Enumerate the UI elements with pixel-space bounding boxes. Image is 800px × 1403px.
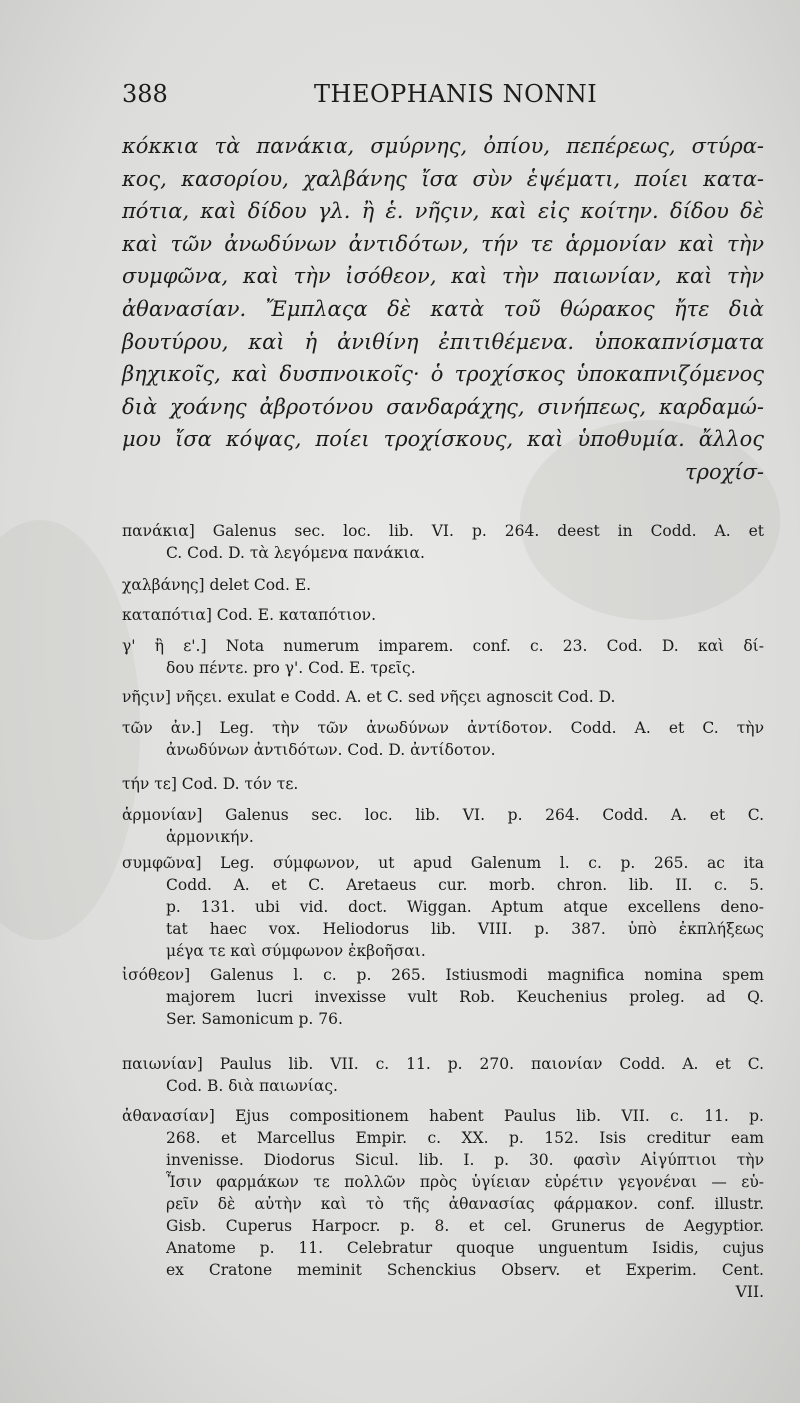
footnote-line: χαλβάνης] delet Cod. E. (122, 576, 312, 594)
footnote-line: πανάκια] Galenus sec. loc. lib. VI. p. 264. deest in Codd. A. et (122, 522, 764, 540)
footnote-line: παιωνίαν] Paulus lib. VII. c. 11. p. 270. παιονίαν Codd. A. et C. (122, 1055, 764, 1073)
footnote (122, 1105, 764, 1303)
footnote-line: Ἶσιν φαρμάκων τε πολλῶν πρὸς ὑγίειαν εὑρέτιν γεγονέναι — εὑ- (166, 1173, 764, 1191)
text-line: κόκκια τὰ πανάκια, σμύρνης, ὀπίου, πεπέρεως, στύρα- (122, 134, 764, 158)
greek-main-text (122, 130, 764, 489)
footnote (122, 604, 764, 626)
footnote-line: majorem lucri invexisse vult Rob. Keuchenius proleg. ad Q. (166, 988, 764, 1006)
text-line: συμφῶνα, καὶ τὴν ἰσόθεον, καὶ τὴν παιωνίαν, καὶ τὴν (122, 264, 764, 289)
text-line: ἀθανασίαν. Ἔμπλαςα δὲ κατὰ τοῦ θώρακος ἤτε διὰ (122, 296, 764, 321)
footnote (122, 635, 764, 679)
footnote-line: ex Cratone meminit Schenckius Observ. et Experim. Cent. (166, 1261, 764, 1279)
footnote (122, 773, 764, 795)
footnote (122, 964, 764, 1030)
text-line: κος, κασορίου, χαλβάνης ἴσα σὺν ἑψέματι, ποίει κατα- (122, 166, 764, 191)
text-line: τροχίσ- (685, 459, 764, 484)
page-number: 388 (122, 80, 168, 108)
footnote (122, 804, 764, 848)
footnote (122, 520, 764, 564)
footnote-line: ἁρμονίαν] Galenus sec. loc. lib. VI. p. 264. Codd. A. et C. (122, 806, 764, 824)
footnote-line: 268. et Marcellus Empir. c. XX. p. 152. Isis creditur eam (166, 1129, 764, 1147)
running-head: THEOPHANIS NONNI (314, 80, 598, 108)
footnote (122, 852, 764, 962)
footnote (122, 574, 764, 596)
footnote-line: ρεῖν δὲ αὐτὴν καὶ τὸ τῆς ἀθανασίας φάρμακον. conf. illustr. (166, 1195, 764, 1213)
footnote-line: ἰσόθεον] Galenus l. c. p. 265. Istiusmodi magnifica nomina spem (122, 966, 764, 984)
footnote-line: Gisb. Cuperus Harpocr. p. 8. et cel. Grunerus de Aegyptior. (166, 1217, 764, 1235)
footnote-line: ἀνωδύνων ἀντιδότων. Cod. D. ἀντίδοτον. (166, 741, 496, 759)
footnote-line: τήν τε] Cod. D. τόν τε. (122, 775, 299, 793)
footnote-line: τῶν ἀν.] Leg. τὴν τῶν ἀνωδύνων ἀντίδοτον. Codd. A. et C. τὴν (122, 719, 764, 737)
footnote-line: Ser. Samonicum p. 76. (166, 1010, 343, 1028)
text-line: μου ἴσα κόψας, ποίει τροχίσκους, καὶ ὑποθυμία. ἄλλος (122, 427, 764, 452)
footnote-line: C. Cod. D. τὰ λεγόμενα πανάκια. (166, 544, 425, 562)
text-line: βηχικοῖς, καὶ δυσπνοικοῖς· ὁ τροχίσκος ὑποκαπνιζόμενος (122, 362, 764, 387)
footnote-line: tat haec vox. Heliodorus lib. VIII. p. 387. ὑπὸ ἐκπλήξεως (166, 920, 764, 938)
text-line: καὶ τῶν ἀνωδύνων ἀντιδότων, τήν τε ἁρμονίαν καὶ τὴν (122, 231, 764, 256)
footnote-line: Codd. A. et C. Aretaeus cur. morb. chron. lib. II. c. 5. (166, 876, 764, 894)
footnote-line: μέγα τε καὶ σύμφωνον ἐκβοῆσαι. (166, 942, 426, 960)
footnote-line: p. 131. ubi vid. doct. Wiggan. Aptum atque excellens deno- (166, 898, 764, 916)
footnote-line: invenisse. Diodorus Sicul. lib. I. p. 30. φασὶν Αἰγύπτιοι τὴν (166, 1151, 764, 1169)
footnote-line: VII. (735, 1283, 764, 1301)
page-header (122, 80, 762, 114)
footnote-line: νῆςιν] νῆςει. exulat e Codd. A. et C. sed νῆςει agnoscit Cod. D. (122, 688, 616, 706)
footnote-line: καταπότια] Cod. E. καταπότιον. (122, 606, 376, 624)
footnote-line: γ' ἢ ε'.] Nota numerum imparem. conf. c. 23. Cod. D. καὶ δί- (122, 637, 764, 655)
footnote-line: Cod. B. διὰ παιωνίας. (166, 1077, 338, 1095)
footnote (122, 717, 764, 761)
text-line: βουτύρου, καὶ ἡ ἀνιθίνη ἐπιτιθέμενα. ὑποκαπνίσματα (122, 329, 764, 354)
text-line: πότια, καὶ δίδου γλ. ἢ ἑ. νῆςιν, καὶ εἰς κοίτην. δίδου δὲ (122, 199, 764, 224)
footnote-line: ἁρμονικήν. (166, 828, 254, 846)
footnote-line: Anatome p. 11. Celebratur quoque unguentum Isidis, cujus (166, 1239, 764, 1257)
text-line: διὰ χοάνης ἀβροτόνου σανδαράχης, σινήπεως, καρδαμώ- (122, 394, 764, 419)
footnote (122, 1053, 764, 1097)
footnote-line: δου πέντε. pro γ'. Cod. E. τρεῖς. (166, 659, 416, 677)
footnote-line: συμφῶνα] Leg. σύμφωνον, ut apud Galenum l. c. p. 265. ac ita (122, 854, 764, 872)
footnote (122, 686, 764, 708)
footnote-line: ἀθανασίαν] Ejus compositionem habent Paulus lib. VII. c. 11. p. (122, 1107, 764, 1125)
paper-stain (0, 520, 140, 940)
